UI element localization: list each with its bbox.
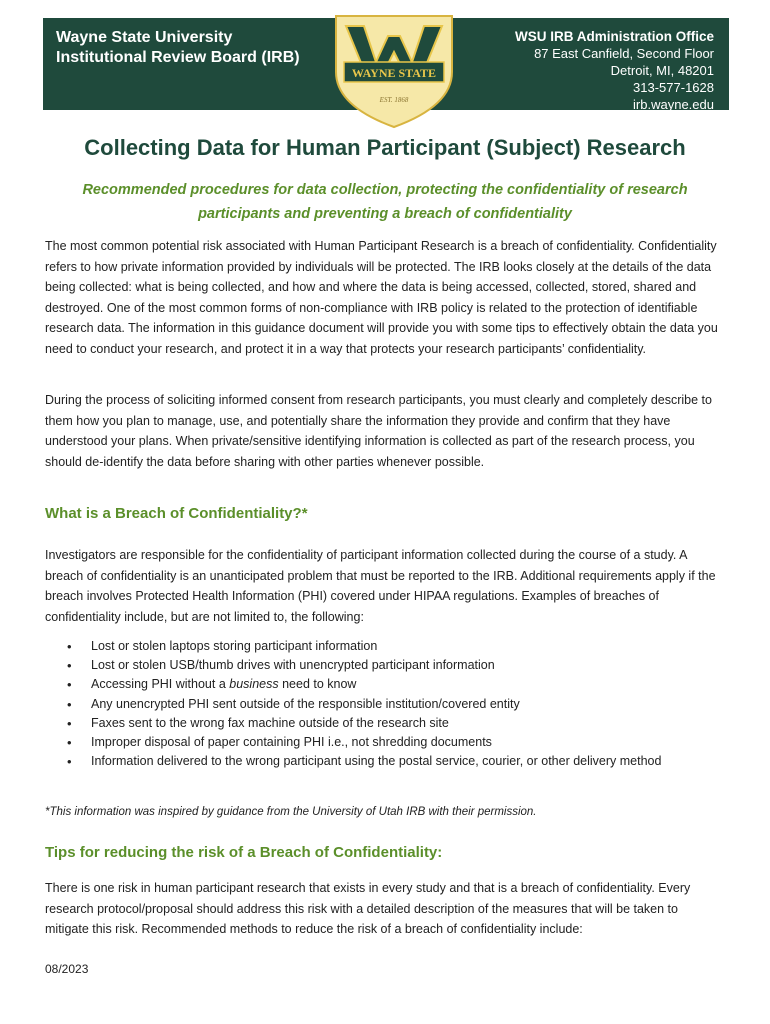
letterhead-org — [56, 28, 300, 68]
office-name: WSU IRB Administration Office — [514, 29, 714, 44]
breach-heading: What is a Breach of Confidentiality?* — [45, 505, 308, 522]
tips-heading: Tips for reducing the risk of a Breach of Confidentiality: — [45, 844, 443, 861]
list-item: • Faxes sent to the wrong fax machine outside of the research site — [65, 714, 725, 733]
tips-paragraph: There is one risk in human participant research that exists in every study and that is a breach of confidentiality. Every research protocol/proposal should address this risk with a detailed description of the measures that will be taken to mitigate this risk. Recommended methods to reduce the risk of a breach of confidentiality include: — [45, 881, 691, 937]
list-item-text: need to know — [278, 677, 357, 692]
board-name: Institutional Review Board (IRB) — [56, 49, 300, 66]
address-line-1: 87 East Canfield, Second Floor — [534, 46, 714, 61]
list-item: • Information delivered to the wrong participant using the postal service, courier, or other delivery method — [65, 752, 725, 771]
list-item: • Improper disposal of paper containing PHI i.e., not shredding documents — [65, 733, 725, 752]
address-line-2: Detroit, MI, 48201 — [610, 63, 714, 78]
list-item: • Lost or stolen USB/thumb drives with unencrypted participant information — [65, 656, 725, 675]
list-item-emphasis: business — [229, 677, 279, 692]
wayne-state-crest-logo — [330, 14, 458, 129]
list-item: • Lost or stolen laptops storing participant information — [65, 637, 725, 656]
office-website: irb.wayne.edu — [633, 97, 714, 112]
document-title: Collecting Data for Human Participant (Subject) Research — [84, 135, 686, 160]
intro-paragraph-1: The most common potential risk associated with Human Participant Research is a breach of confidentiality. Confidentiality refers to how private information provided by individuals will be protected. The IRB looks closely at the details of the data being collected: what is being collected, and how and where the data is being accessed, collected, stored, shared and destroyed. One of the most common forms of non-compliance with IRB policy is related to the protection of identifiable research data. The information in this guidance document will provide you with some tips to effectively obtain the data you need to conduct your research, and protect it in a way that protects your research participants’ confidentiality. — [45, 239, 718, 356]
intro-paragraph-2: During the process of soliciting informed consent from research participants, you must clearly and completely describe to them how you plan to manage, use, and potentially share the information they provide and confirm that they have understood your plans. When private/sensitive identifying information is collected as part of the research process, you should de-identify the data before sharing with other parties whenever possible. — [45, 393, 712, 469]
office-contact — [515, 28, 714, 113]
list-item: • Any unencrypted PHI sent outside of the responsible institution/covered entity — [65, 695, 725, 714]
office-phone: 313-577-1628 — [633, 80, 714, 95]
document-subtitle: Recommended procedures for data collection, protecting the confidentiality of research participants and preventing a breach of confidentiality — [82, 182, 688, 222]
list-item-text: Accessing PHI without a — [91, 677, 230, 692]
revision-date: 08/2023 — [45, 962, 89, 976]
university-name: Wayne State University — [56, 29, 233, 46]
list-item — [65, 675, 725, 694]
crest-banner-text: WAYNE STATE — [351, 66, 437, 80]
crest-est-text: EST. 1868 — [379, 96, 409, 104]
breach-examples-list — [65, 637, 725, 771]
breach-paragraph: Investigators are responsible for the confidentiality of participant information collected during the course of a study. A breach of confidentiality is an unanticipated problem that must be reported to the IRB. Additional requirements apply if the breach involves Protected Health Information (PHI) covered under HIPAA regulations. Examples of breaches of confidentiality include, but are not limited to, the following: — [45, 548, 716, 624]
footnote: *This information was inspired by guidance from the University of Utah IRB with their permission. — [45, 806, 537, 818]
